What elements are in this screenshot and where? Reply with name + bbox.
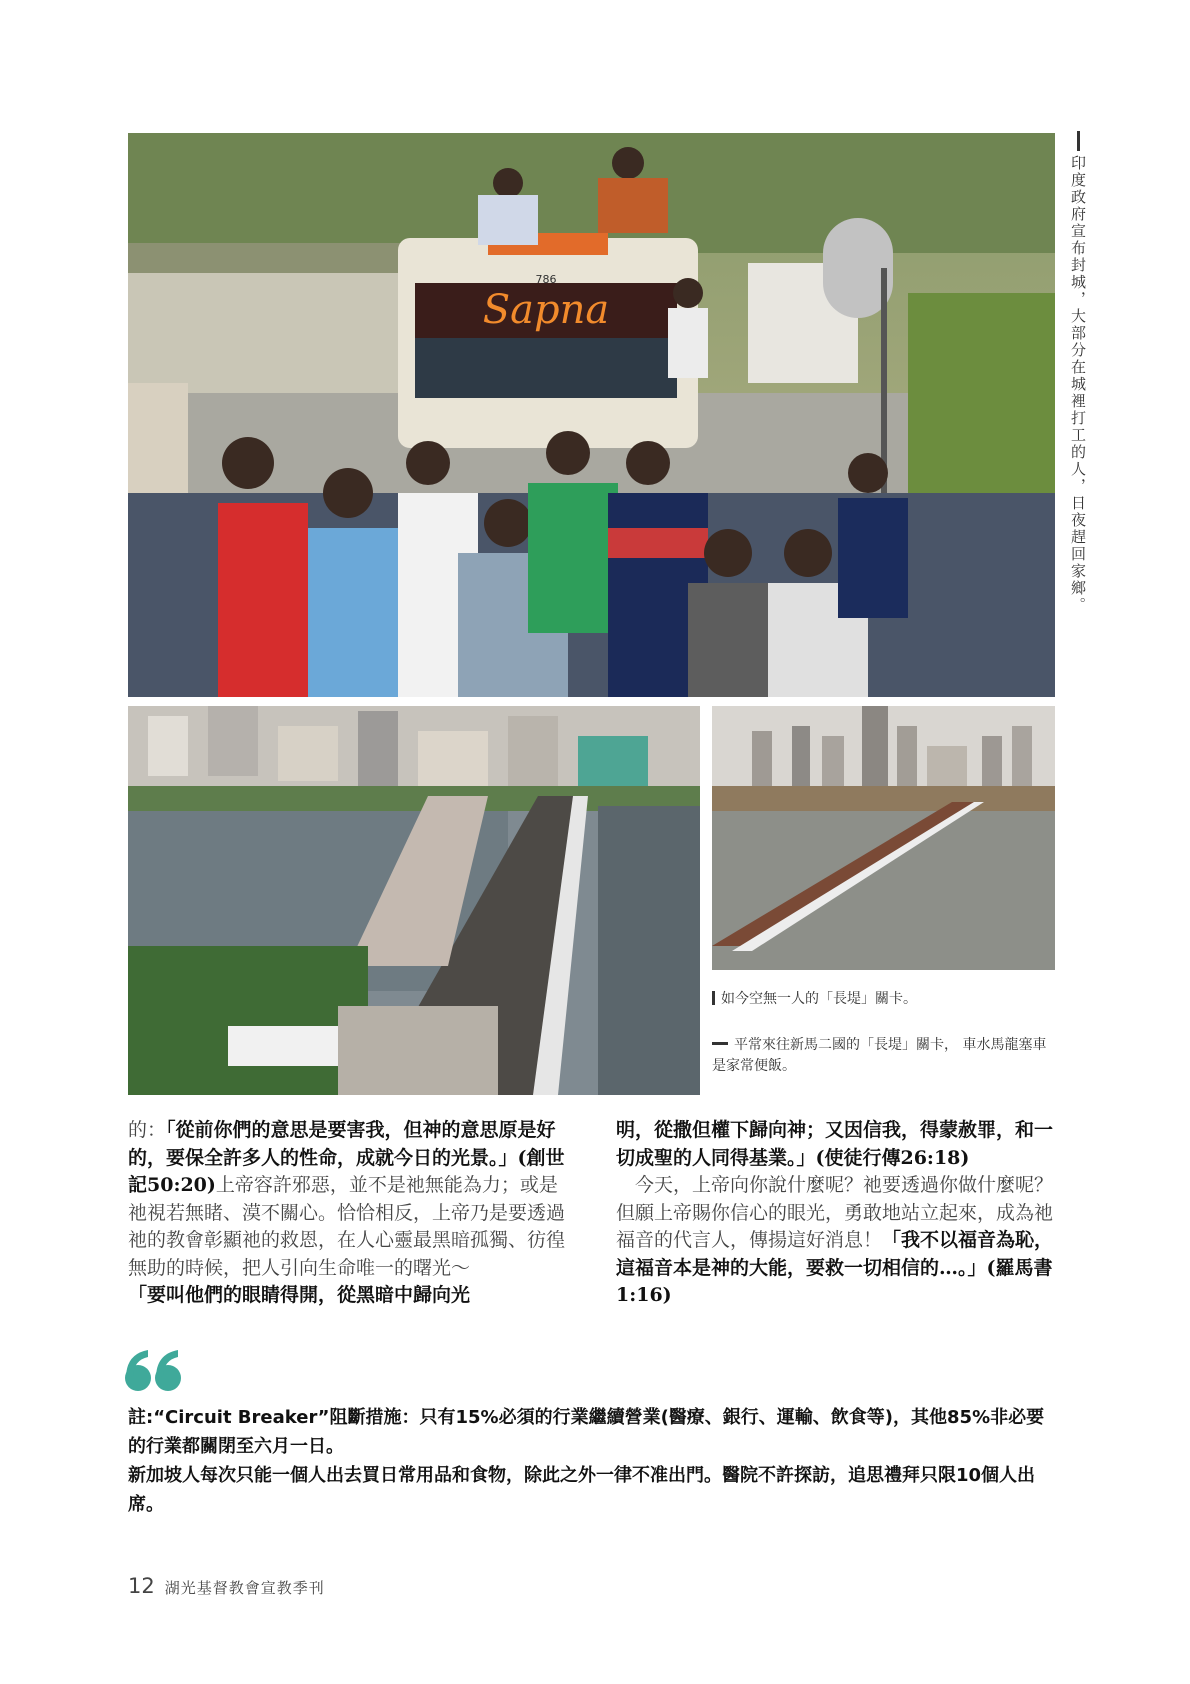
bus-number: 786	[535, 273, 557, 286]
body-text: 上帝容許邪惡，並不是祂無能為力；或是祂視若無睹、漠不關心。恰恰相反，上帝乃是要透過祂的教會彰顯祂的救恩，在人心靈最黑暗孤獨、彷徨無助的時候，把人引向生命唯一的曙光～	[128, 1174, 566, 1279]
footnote-line: 註:“Circuit Breaker”阻斷措施：只有15%必須的行業繼續營業(醫療、銀行、運輸、飲食等)，其他85%非必要的行業都關閉至六月一日。	[128, 1407, 1045, 1457]
caption-empty-text: 如今空無一人的「長堤」關卡。	[721, 991, 917, 1007]
scripture-quote: 「我不以福音為恥，這福音本是神的大能，要救一切相信的…。」(羅馬書1:16)	[616, 1229, 1054, 1306]
photo-causeway-busy	[128, 706, 700, 1095]
caption-bar	[712, 991, 715, 1005]
body-column-right	[616, 1117, 1056, 1310]
scripture-quote: 「從前你們的意思是要害我，但神的意思原是好的，要保全許多人的性命，成就今日的光景。」(創世記50:20)	[128, 1119, 565, 1196]
vertical-caption-text: 印度政府宣布封城，大部分在城裡打工的人，日夜趕回家鄉。	[1069, 155, 1087, 614]
photo-causeway-empty	[712, 706, 1055, 970]
caption-busy-text: 平常來往新馬二國的「長堤」關卡， 車水馬龍塞車是家常便飯。	[712, 1037, 1047, 1074]
page-footer	[128, 1574, 325, 1598]
vertical-caption	[1066, 131, 1090, 614]
photo-crowd-bus	[128, 133, 1055, 697]
publication-name: 湖光基督教會宣教季刊	[164, 1579, 325, 1597]
footnote-line: 新加坡人每次只能一個人出去買日常用品和食物，除此之外一律不准出門。醫院不許探訪，追思禮拜只限10個人出席。	[128, 1465, 1036, 1515]
body-column-left	[128, 1117, 573, 1310]
body-text: 的：	[128, 1119, 167, 1141]
caption-dash	[712, 1042, 728, 1045]
footnote	[128, 1403, 1058, 1519]
scripture-quote: 明，從撒但權下歸向神；又因信我，得蒙赦罪，和一切成聖的人同得基業。」(使徒行傳26:18)	[616, 1119, 1054, 1169]
quote-icon	[124, 1348, 184, 1394]
page-number: 12	[128, 1574, 155, 1598]
body-text: 今天，上帝向你說什麼呢？祂要透過你做什麼呢？但願上帝賜你信心的眼光，勇敢地站立起來，成為祂福音的代言人，傳揚這好消息！	[616, 1174, 1054, 1251]
bus-sign: Sapna	[482, 287, 610, 333]
caption-dash	[1077, 131, 1080, 151]
caption-empty-causeway	[712, 989, 1055, 1010]
scripture-quote: 「要叫他們的眼睛得開，從黑暗中歸向光	[128, 1284, 471, 1306]
caption-busy-causeway	[712, 1035, 1055, 1077]
